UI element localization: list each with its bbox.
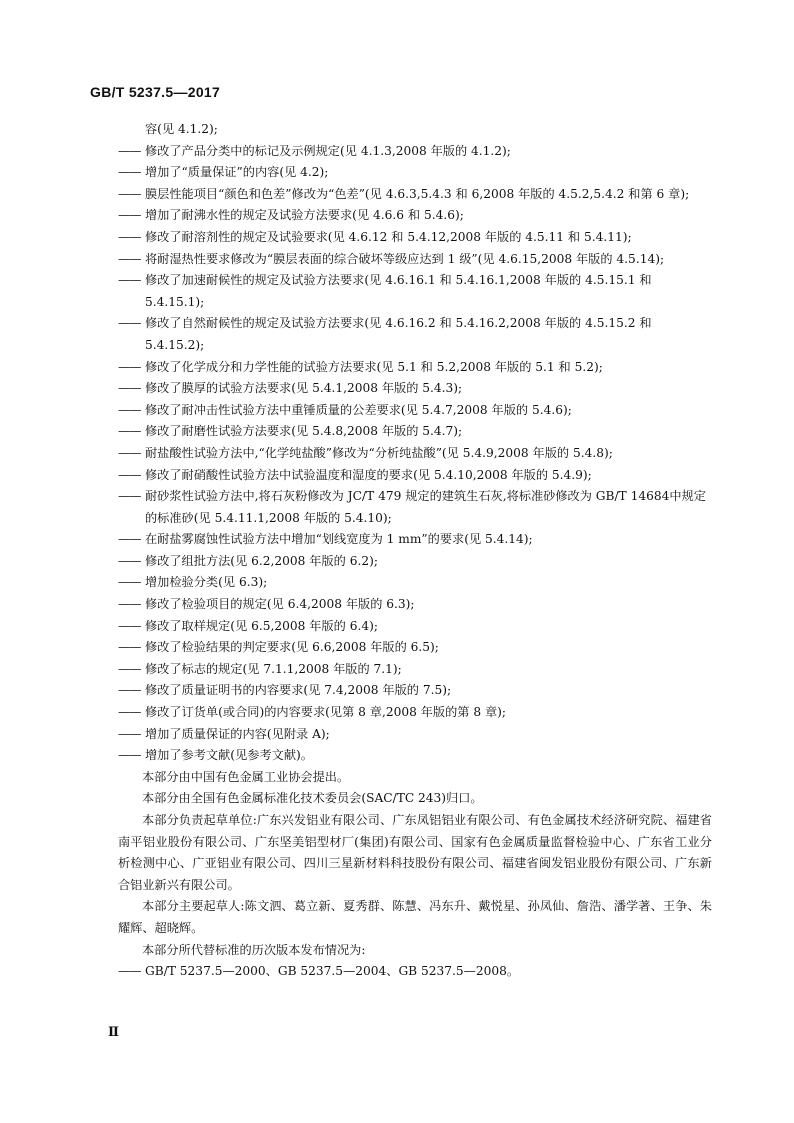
dash-marker: —— bbox=[118, 445, 141, 460]
list-item bbox=[118, 724, 712, 746]
page-number: Ⅱ bbox=[108, 1024, 119, 1039]
list-item-text: 修改了自然耐候性的规定及试验方法要求(见 4.6.16.2 和 5.4.16.2,2008 年版的 4.5.15.2 和 5.4.15.2); bbox=[145, 316, 652, 352]
list-item bbox=[118, 249, 712, 271]
paragraph: 本部分由中国有色金属工业协会提出。 bbox=[142, 769, 350, 784]
list-item-text: 膜层性能项目“颜色和色差”修改为“色差”(见 4.6.3,5.4.3 和 6,2008 年版的 4.5.2,5.4.2 和第 6 章); bbox=[145, 186, 690, 201]
list-item-text: 增加了质量保证的内容(见附录 A); bbox=[145, 726, 330, 741]
list-item-text: 修改了质量证明书的内容要求(见 7.4,2008 年版的 7.5); bbox=[145, 683, 452, 698]
list-item-text: 修改了加速耐候性的规定及试验方法要求(见 4.6.16.1 和 5.4.16.1,2008 年版的 4.5.15.1 和 5.4.15.1); bbox=[145, 273, 652, 309]
list-item-text: 修改了产品分类中的标记及示例规定(见 4.1.3,2008 年版的 4.1.2); bbox=[145, 143, 511, 158]
dash-marker: —— bbox=[118, 229, 141, 244]
list-item bbox=[118, 357, 712, 379]
dash-marker: —— bbox=[118, 359, 141, 374]
list-item bbox=[118, 313, 712, 356]
paragraph: 本部分负责起草单位:广东兴发铝业有限公司、广东凤铝铝业有限公司、有色金属技术经济研究院、福建省南平铝业股份有限公司、广东坚美铝型材厂(集团)有限公司、国家有色金属质量监督检验中心、广东省工业分析检测中心、广亚铝业有限公司、四川三星新材料科技股份有限公司、福建省闽发铝业股份有限公司、广东新合铝业新兴有限公司。 bbox=[118, 813, 712, 892]
list-item bbox=[118, 572, 712, 594]
dash-marker: —— bbox=[118, 489, 141, 504]
list-item bbox=[118, 400, 712, 422]
list-item bbox=[118, 637, 712, 659]
list-item bbox=[118, 594, 712, 616]
list-item-text: 增加了参考文献(见参考文献)。 bbox=[145, 748, 313, 763]
dash-marker: —— bbox=[118, 143, 141, 158]
list-item bbox=[118, 702, 712, 724]
list-item-text: 修改了耐磨性试验方法要求(见 5.4.8,2008 年版的 5.4.7); bbox=[145, 424, 463, 439]
list-item bbox=[118, 529, 712, 551]
list-item-text: 耐盐酸性试验方法中,“化学纯盐酸”修改为“分析纯盐酸”(见 5.4.9,2008 年版的 5.4.8); bbox=[145, 445, 613, 460]
dash-marker: —— bbox=[118, 402, 141, 417]
dash-marker: —— bbox=[118, 165, 141, 180]
list-item bbox=[118, 119, 712, 141]
dash-marker: —— bbox=[118, 705, 141, 720]
list-item bbox=[118, 443, 712, 465]
dash-marker: —— bbox=[118, 640, 141, 655]
dash-marker: —— bbox=[118, 618, 141, 633]
dash-marker: —— bbox=[118, 186, 141, 201]
dash-marker: —— bbox=[118, 467, 141, 482]
list-item bbox=[118, 378, 712, 400]
list-item-text: 增加检验分类(见 6.3); bbox=[145, 575, 268, 590]
list-item-text: 容(见 4.1.2); bbox=[145, 122, 218, 136]
dash-marker: —— bbox=[118, 424, 141, 439]
list-item-text: 修改了耐硝酸性试验方法中试验温度和湿度的要求(见 5.4.10,2008 年版的 5.4.9); bbox=[145, 467, 592, 482]
list-item-text: 将耐湿热性要求修改为“膜层表面的综合破坏等级应达到 1 级”(见 4.6.15,2008 年版的 4.5.14); bbox=[145, 251, 665, 266]
list-item bbox=[118, 270, 712, 313]
list-item bbox=[118, 961, 712, 983]
list-item-text: 增加了耐沸水性的规定及试验方法要求(见 4.6.6 和 5.4.6); bbox=[145, 208, 464, 223]
dash-marker: —— bbox=[118, 748, 141, 763]
list-item bbox=[118, 162, 712, 184]
list-item bbox=[118, 486, 712, 529]
list-item bbox=[118, 680, 712, 702]
list-item-text: 修改了取样规定(见 6.5,2008 年版的 6.4); bbox=[145, 618, 378, 633]
dash-marker: —— bbox=[118, 532, 141, 547]
list-item bbox=[118, 745, 712, 767]
list-item-text: 修改了耐溶剂性的规定及试验要求(见 4.6.12 和 5.4.12,2008 年版的 4.5.11 和 5.4.11); bbox=[145, 229, 632, 244]
dash-marker: —— bbox=[118, 575, 141, 590]
paragraph: 本部分所代替标准的历次版本发布情况为: bbox=[142, 942, 366, 957]
list-item bbox=[118, 616, 712, 638]
list-item-text: GB/T 5237.5—2000、GB 5237.5—2004、GB 5237.5—2008。 bbox=[145, 964, 520, 979]
list-item bbox=[118, 421, 712, 443]
list-item bbox=[118, 184, 712, 206]
list-item-text: 在耐盐雾腐蚀性试验方法中增加“划线宽度为 1 mm”的要求(见 5.4.14); bbox=[145, 532, 533, 547]
document-body bbox=[118, 119, 712, 983]
dash-marker: —— bbox=[118, 726, 141, 741]
dash-marker: —— bbox=[118, 553, 141, 568]
list-item-text: 修改了检验项目的规定(见 6.4,2008 年版的 6.3); bbox=[145, 597, 415, 612]
list-item bbox=[118, 659, 712, 681]
dash-marker: —— bbox=[118, 251, 141, 266]
list-item bbox=[118, 205, 712, 227]
dash-marker: —— bbox=[118, 964, 141, 979]
dash-marker: —— bbox=[118, 273, 141, 288]
list-item-text: 修改了化学成分和力学性能的试验方法要求(见 5.1 和 5.2,2008 年版的 5.1 和 5.2); bbox=[145, 359, 603, 374]
dash-marker: —— bbox=[118, 683, 141, 698]
list-item bbox=[118, 551, 712, 573]
foreword-paragraphs bbox=[118, 767, 712, 961]
list-item-text: 修改了订货单(或合同)的内容要求(见第 8 章,2008 年版的第 8 章); bbox=[145, 705, 507, 720]
dash-marker: —— bbox=[118, 316, 141, 331]
dash-marker: —— bbox=[118, 208, 141, 223]
list-item-text: 修改了耐冲击性试验方法中重锤质量的公差要求(见 5.4.7,2008 年版的 5.4.6); bbox=[145, 402, 572, 417]
list-item-text: 修改了检验结果的判定要求(见 6.6,2008 年版的 6.5); bbox=[145, 640, 439, 655]
list-item-text: 增加了“质量保证”的内容(见 4.2); bbox=[145, 165, 329, 180]
list-item-text: 耐砂浆性试验方法中,将石灰粉修改为 JC/T 479 规定的建筑生石灰,将标准砂修改为 GB/T 14684中规定的标准砂(见 5.4.11.1,2008 年版的 5.4.10); bbox=[145, 489, 706, 525]
history-list bbox=[118, 961, 712, 983]
dash-marker: —— bbox=[118, 597, 141, 612]
list-item bbox=[118, 141, 712, 163]
list-item-text: 修改了膜厚的试验方法要求(见 5.4.1,2008 年版的 5.4.3); bbox=[145, 381, 463, 396]
dash-marker: —— bbox=[118, 661, 141, 676]
standard-code-header: GB/T 5237.5—2017 bbox=[90, 84, 221, 100]
changes-list bbox=[118, 119, 712, 767]
dash-marker: —— bbox=[118, 381, 141, 396]
list-item-text: 修改了组批方法(见 6.2,2008 年版的 6.2); bbox=[145, 553, 378, 568]
paragraph: 本部分主要起草人:陈文泗、葛立新、夏秀群、陈慧、冯东升、戴悦星、孙凤仙、詹浩、潘学著、王争、朱耀辉、超晓辉。 bbox=[118, 899, 712, 935]
list-item-text: 修改了标志的规定(见 7.1.1,2008 年版的 7.1); bbox=[145, 661, 402, 676]
list-item bbox=[118, 227, 712, 249]
paragraph: 本部分由全国有色金属标准化技术委员会(SAC/TC 243)归口。 bbox=[142, 791, 483, 806]
list-item bbox=[118, 465, 712, 487]
